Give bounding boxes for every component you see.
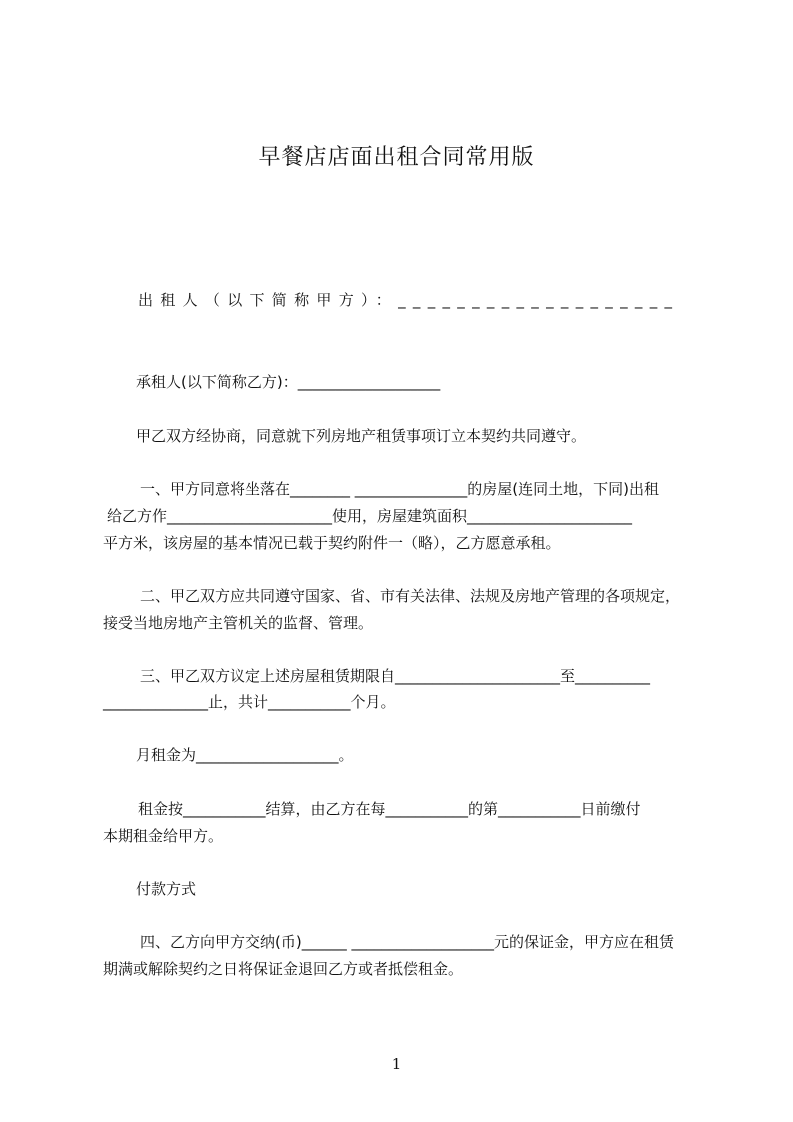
clause-2-line-1: 二、甲乙双方应共同遵守国家、省、市有关法律、法规及房地产管理的各项规定， — [140, 587, 681, 605]
lessor-line: 出租人（以下简称甲方）：___________________ — [138, 291, 680, 309]
lessee-line: 承租人(以下简称乙方)：___________________ — [136, 373, 441, 391]
clause-4-line-1: 四、乙方向甲方交纳(币)______ ___________________元的保证金，甲方应在租赁 — [140, 933, 674, 951]
clause-4-line-2: 期满或解除契约之日将保证金退回乙方或者抵偿租金。 — [103, 960, 464, 978]
payment-line-1: 租金按___________结算，由乙方在每___________的第___________日前缴付 — [138, 800, 641, 818]
clause-1-line-1: 一、甲方同意将坐落在________ _______________的房屋(连同土地，下同)出租 — [140, 480, 659, 498]
page-number: 1 — [391, 1055, 402, 1073]
clause-3-line-2: ______________止，共计___________个月。 — [103, 693, 396, 711]
payment-method-line: 付款方式 — [136, 880, 197, 898]
clause-2-line-2: 接受当地房地产主管机关的监督、管理。 — [103, 614, 374, 632]
rent-line: 月租金为___________________。 — [136, 746, 354, 764]
document-title: 早餐店店面出租合同常用版 — [258, 145, 535, 170]
payment-line-2: 本期租金给甲方。 — [103, 827, 224, 845]
clause-3-line-1: 三、甲乙双方议定上述房屋租赁期限自______________________至__________ — [140, 667, 651, 685]
intro-paragraph: 甲乙双方经协商，同意就下列房地产租赁事项订立本契约共同遵守。 — [136, 427, 587, 445]
clause-1-line-3: 平方米，该房屋的基本情况已载于契约附件一（略），乙方愿意承租。 — [103, 534, 561, 552]
clause-1-line-2: 给乙方作______________________使用，房屋建筑面积______________________ — [107, 507, 633, 525]
